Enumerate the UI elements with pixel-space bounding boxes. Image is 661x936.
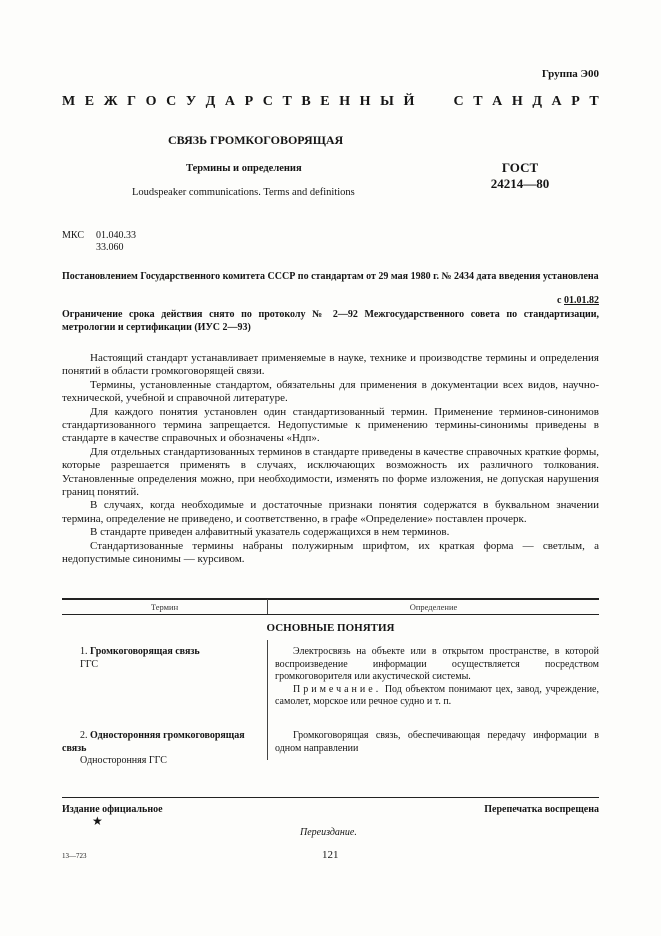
term-number: 1. bbox=[80, 646, 88, 657]
definition-entry-1 bbox=[275, 646, 599, 709]
gost-block bbox=[475, 160, 565, 192]
term-entry-2 bbox=[62, 730, 262, 768]
heading-letter: Й bbox=[403, 94, 415, 109]
column-header-definition: Определение bbox=[409, 602, 458, 612]
note-label: Примечание. bbox=[293, 683, 382, 695]
reissue-label: Переиздание. bbox=[300, 827, 357, 838]
heading-letter: Н bbox=[511, 94, 523, 109]
decree-date-prefix: с bbox=[557, 295, 562, 306]
heading-letter: Р bbox=[571, 94, 580, 109]
heading-space bbox=[424, 94, 444, 110]
reprint-prohibited-label: Перепечатка воспрещена bbox=[484, 804, 599, 815]
decree-date-value: 01.01.82 bbox=[564, 295, 599, 306]
paragraph: Для каждого понятия установлен один стандартизованный термин. Применение терминов-синонимов стандартизованного термина запрещается. Недопустимые к применению термины-синонимы приведены в стандарте в качестве справочных и обозначены «Ндп». bbox=[62, 405, 599, 445]
star-icon: ★ bbox=[92, 814, 103, 828]
document-title: СВЯЗЬ ГРОМКОГОВОРЯЩАЯ bbox=[168, 133, 344, 147]
paragraph: В стандарте приведен алфавитный указатель содержащихся в нем терминов. bbox=[90, 526, 450, 539]
heading-letter: Т bbox=[282, 94, 292, 109]
heading-letter: Е bbox=[320, 94, 330, 109]
column-divider bbox=[267, 599, 268, 614]
decree-text: Постановлением Государственного комитета СССР по стандартам от 29 мая 1980 г. № 2434 дата введения установлена bbox=[62, 271, 599, 282]
gost-label: ГОСТ bbox=[501, 160, 539, 175]
heading-letter: С bbox=[453, 94, 464, 109]
heading-letter: О bbox=[145, 94, 157, 109]
heading-letter: Д bbox=[205, 94, 216, 109]
paragraph: Термины, установленные стандартом, обязательны для применения в документации всех видов, научно-технической, учебной и справочной литературе. bbox=[62, 378, 599, 405]
heading-letter: Т bbox=[589, 94, 599, 109]
decree-date bbox=[557, 295, 599, 306]
heading-letter: Т bbox=[473, 94, 483, 109]
heading-letter: Д bbox=[532, 94, 542, 109]
introduction bbox=[62, 352, 599, 567]
heading-letter: Ы bbox=[380, 94, 394, 109]
mks-code: 01.040.33 bbox=[96, 230, 136, 241]
paragraph: Стандартизованные термины набраны полужирным шрифтом, их краткая форма — светлым, а недопустимые синонимы — курсивом. bbox=[62, 539, 599, 566]
heading-letter: Г bbox=[127, 94, 137, 109]
note-text: Под объектом понимают цех, завод, учреждение, самолет, морское или речное судно и т. п. bbox=[275, 683, 599, 707]
table-header-rule bbox=[62, 614, 599, 615]
term-short-form: Односторонняя ГГС bbox=[80, 755, 167, 766]
heading-letter: Ж bbox=[103, 94, 118, 109]
print-code: 13—723 bbox=[62, 852, 87, 860]
paragraph: Настоящий стандарт устанавливает применяемые в науке, технике и производстве термины и определения понятий в области громкоговорящей связи. bbox=[62, 352, 599, 378]
paragraph: В случаях, когда необходимые и достаточные признаки понятия содержатся в буквальном значении термина, определение не приведено, и соответственно, в графе «Определение» поставлен прочерк. bbox=[62, 499, 599, 525]
definition-note bbox=[275, 684, 599, 709]
heading-letter: Н bbox=[359, 94, 371, 109]
heading-letter: А bbox=[224, 94, 236, 109]
definition-text: Громкоговорящая связь, обеспечивающая передачу информации в одном направлении bbox=[275, 730, 599, 754]
english-title: Loudspeaker communications. Terms and definitions bbox=[132, 187, 355, 198]
heading-letter: С bbox=[262, 94, 273, 109]
paragraph: Для отдельных стандартизованных терминов в стандарте приведены в качестве справочных краткие формы, которые разрешается применять в случаях, исключающих возможность их различного толкования. Установленные определения можно, при необходимости, изменять по форме изложения, не допуская нарушения границ понятий. bbox=[62, 445, 599, 499]
official-edition-label: Издание официальное bbox=[62, 804, 163, 815]
page-number: 121 bbox=[322, 849, 339, 861]
term-number: 2. bbox=[80, 730, 88, 741]
term-name: Односторонняя громкоговорящая связь bbox=[62, 730, 245, 754]
heading-letter: Е bbox=[84, 94, 95, 109]
heading-letter: В bbox=[301, 94, 311, 109]
mks-label: МКС bbox=[62, 230, 84, 241]
gost-number: 24214—80 bbox=[490, 176, 550, 191]
limitation-text: Ограничение срока действия снято по протоколу № 2—92 Межгосударственного совета по стандартизации, метрологии и сертификации (ИУС 2—93) bbox=[62, 309, 599, 333]
heading-letter: М bbox=[62, 94, 76, 109]
heading-letter: Н bbox=[339, 94, 351, 109]
mks-block bbox=[62, 230, 136, 253]
term-name: Громкоговорящая связь bbox=[90, 646, 200, 657]
column-header-term: Термин bbox=[150, 602, 179, 612]
heading-letter: У bbox=[185, 94, 197, 109]
column-divider bbox=[267, 640, 268, 760]
heading-letter: С bbox=[166, 94, 177, 109]
mks-code: 33.060 bbox=[96, 242, 124, 253]
footer-rule bbox=[62, 797, 599, 798]
document-subtitle: Термины и определения bbox=[186, 163, 302, 174]
term-short-form: ГГС bbox=[80, 658, 99, 670]
term-entry-1 bbox=[62, 646, 262, 671]
section-heading: ОСНОВНЫЕ ПОНЯТИЯ bbox=[266, 622, 395, 634]
heading-letter: А bbox=[551, 94, 562, 109]
heading-letter: А bbox=[492, 94, 503, 109]
definition-entry-2 bbox=[275, 730, 599, 755]
table-top-rule bbox=[62, 598, 599, 600]
definition-text: Электросвязь на объекте или в открытом пространстве, в которой воспроизведение информации осуществляется посредством громкоговорителя или акустической системы. bbox=[275, 646, 599, 682]
group-label: Группа Э00 bbox=[541, 68, 599, 80]
heading-letter: Р bbox=[244, 94, 254, 109]
standard-type-heading bbox=[62, 94, 599, 110]
